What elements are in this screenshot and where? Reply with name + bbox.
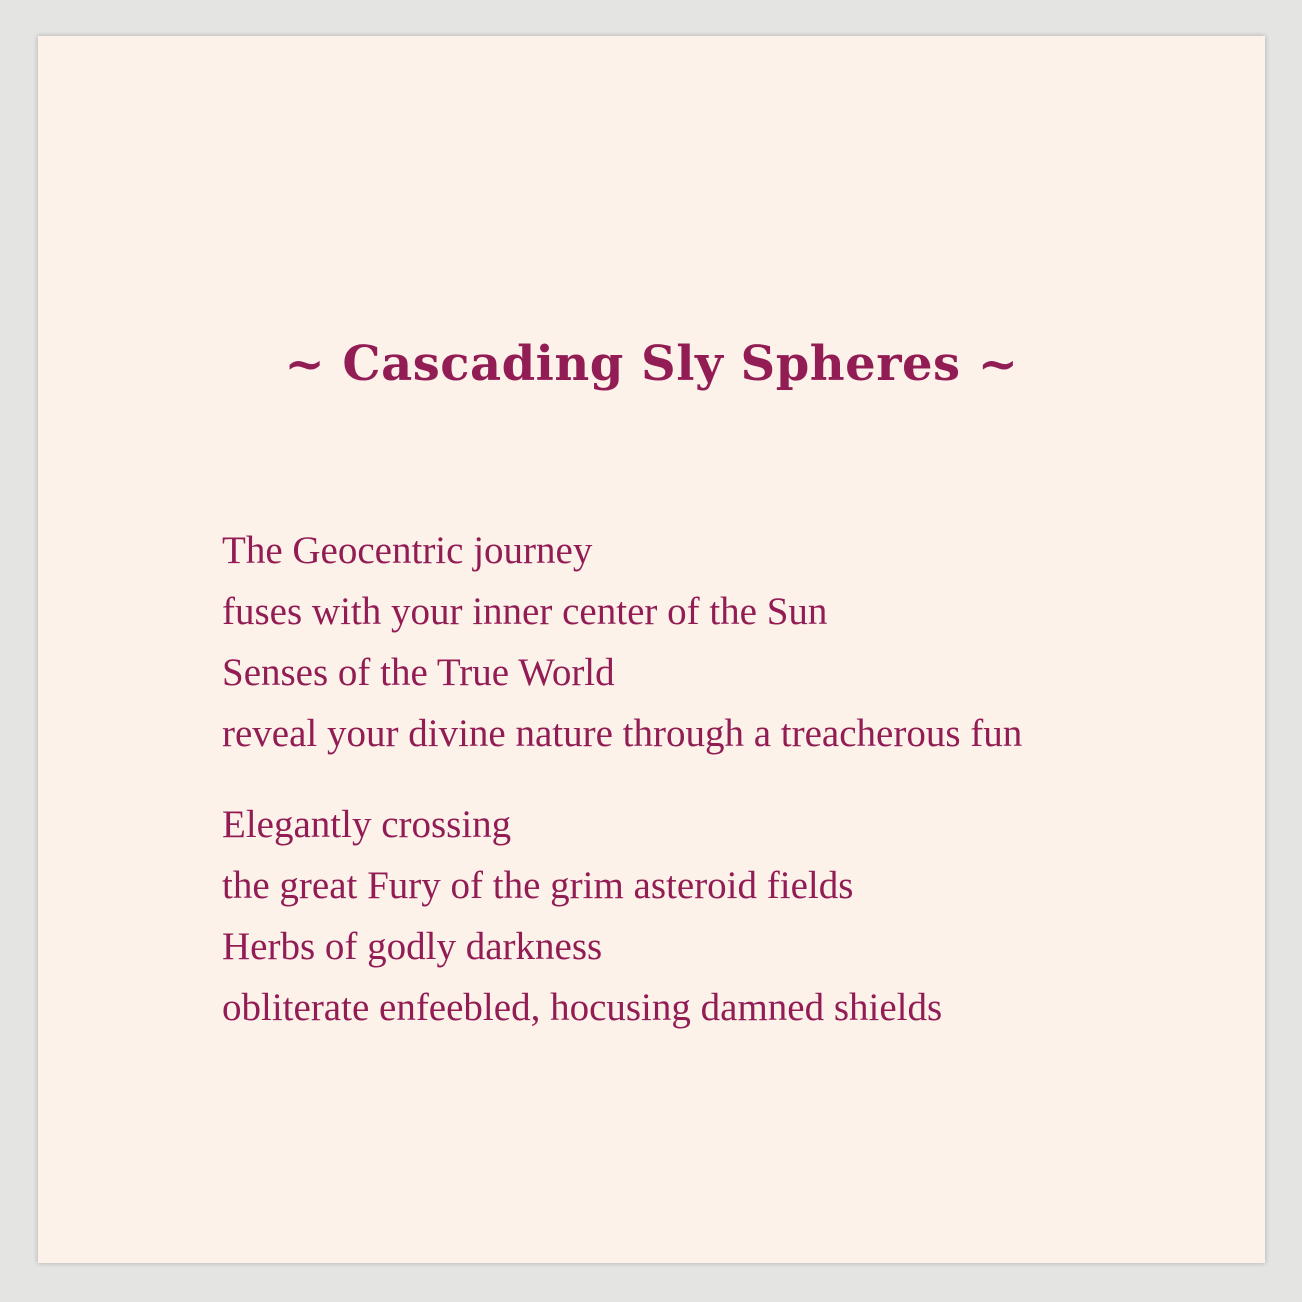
poem-title: ~ Cascading Sly Spheres ~: [284, 336, 1019, 392]
poem-line: Senses of the True World: [222, 651, 615, 694]
poem-line: the great Fury of the grim asteroid fields: [222, 864, 854, 907]
poem-line: obliterate enfeebled, hocusing damned shields: [222, 986, 943, 1029]
poem-line: The Geocentric journey: [222, 529, 593, 572]
poem-line: Elegantly crossing: [222, 803, 512, 846]
poem-line: fuses with your inner center of the Sun: [222, 590, 828, 633]
poem-line: reveal your divine nature through a treacherous fun: [222, 712, 1023, 755]
poem-line: Herbs of godly darkness: [222, 925, 603, 968]
stanza-1: [222, 520, 1022, 764]
poem-body: [222, 520, 1022, 1068]
stanza-2: [222, 794, 1022, 1038]
poem-page: [38, 36, 1265, 1263]
